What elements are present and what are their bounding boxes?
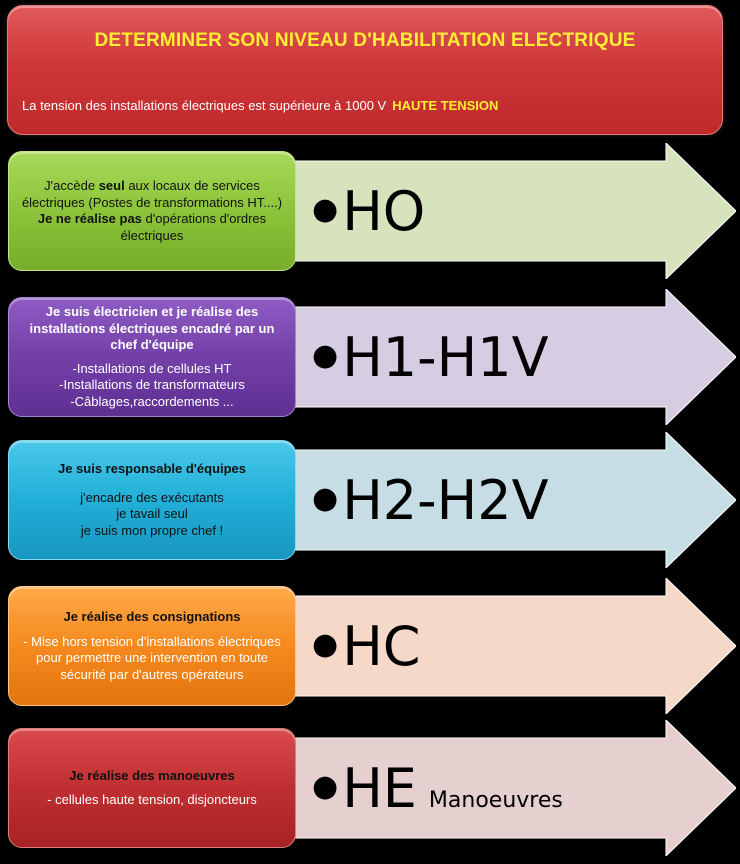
level-box-h2 — [8, 440, 296, 560]
level-row-ho — [0, 143, 740, 279]
level-title: Je suis électricien et je réalise des installations électriques encadré par un chef d'équipe — [29, 304, 275, 352]
level-code: H1-H1V — [342, 325, 549, 389]
bullet-icon: ● — [312, 626, 339, 662]
level-text: - Mise hors tension d'installations électriques pour permettre une intervention en toute sécurité par d'autres opérateurs — [23, 633, 281, 682]
level-item: -Installations de cellules HT — [72, 360, 232, 376]
description-text: J'accède — [44, 178, 99, 193]
level-code-h2 — [312, 432, 549, 568]
level-code: H2-H2V — [342, 468, 549, 532]
level-code-hc — [312, 578, 421, 714]
level-restriction — [19, 211, 285, 244]
level-item: j'encadre des exécutants — [80, 489, 224, 505]
level-row-h1 — [0, 289, 740, 425]
level-item: je tavail seul — [116, 506, 188, 521]
description-emphasis: seul — [98, 178, 125, 193]
header-subtitle — [22, 98, 498, 113]
level-box-h1 — [8, 297, 296, 417]
restriction-emphasis: Je ne réalise pas — [37, 211, 142, 226]
level-title: Je suis responsable d'équipes — [57, 461, 247, 476]
level-code: HE — [342, 756, 417, 820]
level-title: Je réalise des consignations — [63, 609, 241, 624]
level-box-hc — [8, 586, 296, 706]
bullet-icon: ● — [312, 480, 339, 516]
haute-tension-label: HAUTE TENSION — [392, 98, 499, 113]
level-item: je suis mon propre chef ! — [80, 522, 224, 538]
description-text: aux locaux de services électriques (Postes de transformations HT....) — [21, 178, 283, 210]
bullet-icon: ● — [312, 337, 339, 373]
level-code-suffix: Manoeuvres — [428, 787, 563, 813]
level-code-ho — [312, 143, 425, 279]
level-box-he — [8, 728, 296, 848]
level-item: -Câblages,raccordements ... — [70, 393, 234, 409]
level-box-ho — [8, 151, 296, 271]
level-row-h2 — [0, 432, 740, 568]
level-code: HC — [342, 614, 421, 678]
level-item: -Installations de transformateurs — [59, 377, 245, 392]
level-description — [19, 178, 285, 211]
header-banner — [7, 5, 723, 135]
page-title: DETERMINER SON NIVEAU D'HABILITATION ELECTRIQUE — [94, 30, 636, 51]
level-row-hc — [0, 578, 740, 714]
bullet-icon: ● — [312, 768, 339, 804]
level-title: Je réalise des manoeuvres — [69, 767, 235, 783]
level-text: - cellules haute tension, disjoncteurs — [47, 792, 257, 807]
level-row-he — [0, 720, 740, 856]
level-code: HO — [342, 179, 426, 243]
level-code-he — [312, 720, 563, 856]
bullet-icon: ● — [312, 191, 339, 227]
voltage-condition: La tension des installations électriques est supérieure à 1000 V — [22, 98, 387, 113]
level-code-h1 — [312, 289, 549, 425]
restriction-text: d'opérations d'ordres électriques — [120, 211, 267, 243]
